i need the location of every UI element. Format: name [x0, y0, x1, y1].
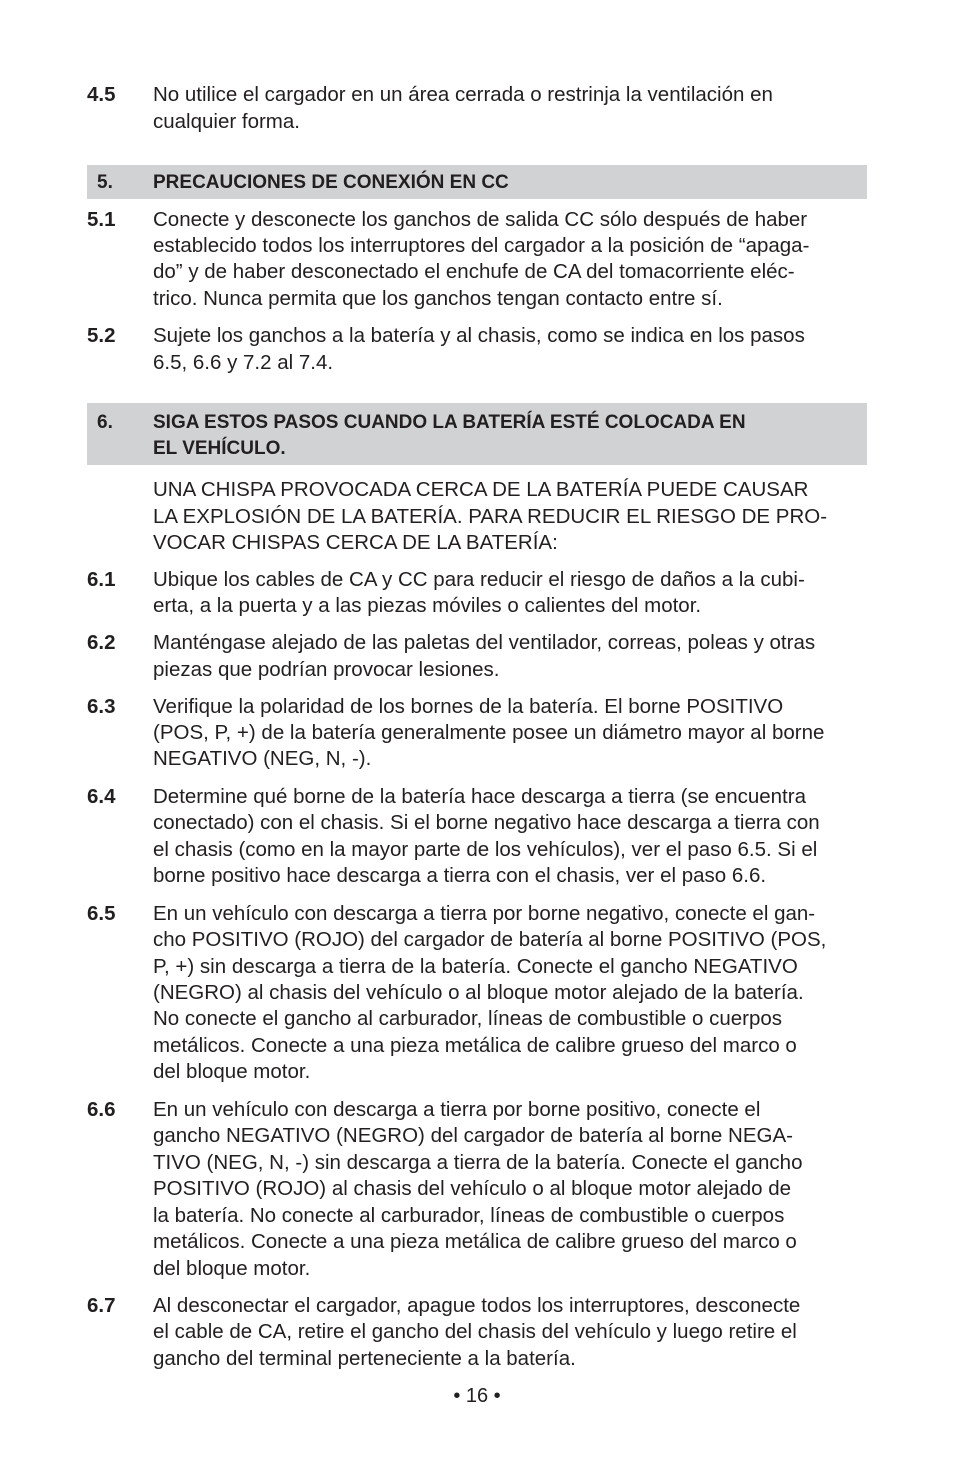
- item-number: 5.2: [87, 324, 116, 347]
- item-number: 6.6: [87, 1098, 116, 1121]
- item-text-line: erta, a la puerta y a las piezas móviles o calientes del motor.: [153, 594, 702, 617]
- warning-text-line: UNA CHISPA PROVOCADA CERCA DE LA BATERÍA PUEDE CAUSAR: [153, 478, 809, 501]
- section-5-heading-title: PRECAUCIONES DE CONEXIÓN EN CC: [153, 172, 509, 193]
- item-text-line: Verifique la polaridad de los bornes de la batería. El borne POSITIVO: [153, 695, 784, 718]
- page-number: • 16 •: [453, 1385, 501, 1407]
- item-text-line: NEGATIVO (NEG, N, -).: [153, 747, 372, 770]
- item-text-line: Determine qué borne de la batería hace descarga a tierra (se encuentra: [153, 785, 806, 808]
- item-text-line: P, +) sin descarga a tierra de la batería. Conecte el gancho NEGATIVO: [153, 955, 798, 978]
- item-text-line: establecido todos los interruptores del cargador a la posición de “apaga-: [153, 234, 810, 257]
- item-text-line: Al desconectar el cargador, apague todos los interruptores, desconecte: [153, 1294, 801, 1317]
- item-text-line: (NEGRO) al chasis del vehículo o al bloque motor alejado de la batería.: [153, 981, 804, 1004]
- item-text-line: metálicos. Conecte a una pieza metálica de calibre grueso del marco o: [153, 1230, 797, 1253]
- item-text-line: Ubique los cables de CA y CC para reducir el riesgo de daños a la cubi-: [153, 568, 805, 591]
- section-6-heading-number: 6.: [97, 412, 113, 433]
- item-number: 6.7: [87, 1294, 116, 1317]
- item-text-line: No conecte el gancho al carburador, líneas de combustible o cuerpos: [153, 1007, 783, 1030]
- item-text-line: do” y de haber desconectado el enchufe de CA del tomacorriente eléc-: [153, 260, 795, 283]
- item-text-line: Conecte y desconecte los ganchos de salida CC sólo después de haber: [153, 208, 808, 231]
- section-5-heading-number: 5.: [97, 172, 113, 193]
- section-6-heading-title: EL VEHÍCULO.: [153, 438, 286, 459]
- item-text-line: del bloque motor.: [153, 1060, 311, 1083]
- item-text-line: gancho NEGATIVO (NEGRO) del cargador de batería al borne NEGA-: [153, 1124, 793, 1147]
- item-text-line: metálicos. Conecte a una pieza metálica de calibre grueso del marco o: [153, 1034, 797, 1057]
- item-text-line: la batería. No conecte al carburador, líneas de combustible o cuerpos: [153, 1204, 785, 1227]
- item-number: 6.1: [87, 568, 116, 591]
- item-text-line: borne positivo hace descarga a tierra con el chasis, ver el paso 6.6.: [153, 864, 767, 887]
- item-text-line: En un vehículo con descarga a tierra por borne positivo, conecte el: [153, 1098, 761, 1121]
- warning-text-line: VOCAR CHISPAS CERCA DE LA BATERÍA:: [153, 531, 558, 554]
- item-text-line: del bloque motor.: [153, 1257, 311, 1280]
- item-text-line: el cable de CA, retire el gancho del chasis del vehículo y luego retire el: [153, 1320, 797, 1343]
- warning-text-line: LA EXPLOSIÓN DE LA BATERÍA. PARA REDUCIR EL RIESGO DE PRO-: [153, 505, 828, 528]
- item-text-line: Manténgase alejado de las paletas del ventilador, correas, poleas y otras: [153, 631, 816, 654]
- item-number: 6.5: [87, 902, 116, 925]
- item-text-line: cho POSITIVO (ROJO) del cargador de batería al borne POSITIVO (POS,: [153, 928, 827, 951]
- item-number: 4.5: [87, 83, 116, 106]
- item-number: 6.4: [87, 785, 116, 808]
- item-text-line: No utilice el cargador en un área cerrada o restrinja la ventilación en: [153, 83, 773, 106]
- item-number: 6.2: [87, 631, 116, 654]
- item-text-line: 6.5, 6.6 y 7.2 al 7.4.: [153, 351, 334, 374]
- item-text-line: Sujete los ganchos a la batería y al chasis, como se indica en los pasos: [153, 324, 805, 347]
- section-6-heading-title: SIGA ESTOS PASOS CUANDO LA BATERÍA ESTÉ COLOCADA EN: [153, 412, 746, 433]
- item-text-line: (POS, P, +) de la batería generalmente posee un diámetro mayor al borne: [153, 721, 825, 744]
- item-text-line: cualquier forma.: [153, 110, 300, 133]
- item-text-line: En un vehículo con descarga a tierra por borne negativo, conecte el gan-: [153, 902, 816, 925]
- item-number: 5.1: [87, 208, 116, 231]
- item-text-line: gancho del terminal perteneciente a la batería.: [153, 1347, 576, 1370]
- item-text-line: trico. Nunca permita que los ganchos tengan contacto entre sí.: [153, 287, 723, 310]
- item-text-line: POSITIVO (ROJO) al chasis del vehículo o al bloque motor alejado de: [153, 1177, 792, 1200]
- item-text-line: piezas que podrían provocar lesiones.: [153, 658, 500, 681]
- item-text-line: conectado) con el chasis. Si el borne negativo hace descarga a tierra con: [153, 811, 820, 834]
- item-text-line: TIVO (NEG, N, -) sin descarga a tierra de la batería. Conecte el gancho: [153, 1151, 803, 1174]
- item-text-line: el chasis (como en la mayor parte de los vehículos), ver el paso 6.5. Si el: [153, 838, 818, 861]
- item-number: 6.3: [87, 695, 116, 718]
